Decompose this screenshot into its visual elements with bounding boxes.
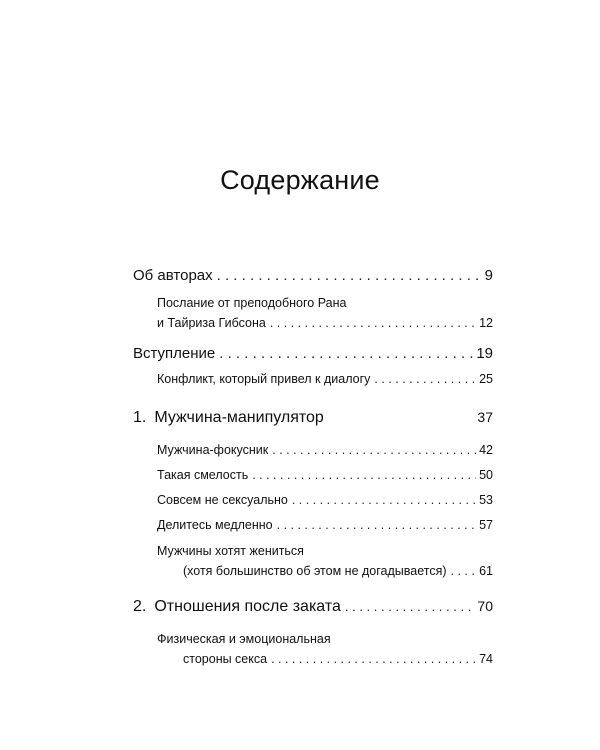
toc-page-number: 25: [479, 372, 493, 386]
toc-entry-share-slowly[interactable]: [133, 515, 493, 535]
toc-page-number: 50: [479, 468, 493, 482]
dot-leader: [277, 515, 476, 535]
dot-leader: [270, 313, 476, 333]
toc-entry-title: Вступление: [133, 345, 216, 362]
toc-entry-title-line1: Мужчины хотят жениться: [157, 544, 304, 558]
dot-leader: [217, 266, 482, 286]
toc-entry-magician[interactable]: [133, 440, 493, 460]
dot-leader: [219, 344, 473, 364]
toc-page-number: 70: [477, 598, 493, 614]
toc-entry-men-marry[interactable]: [133, 541, 493, 581]
chapter-number: 2.: [133, 598, 147, 615]
toc-entry-title-line2: стороны секса: [183, 652, 268, 666]
dot-leader: [271, 649, 476, 669]
toc-entry-message[interactable]: [133, 293, 493, 333]
toc-entry-intro[interactable]: [133, 344, 493, 364]
toc-page-number: 12: [479, 316, 493, 330]
dot-leader: [292, 490, 476, 510]
toc-page-number: 42: [479, 443, 493, 457]
dot-leader: [272, 440, 476, 460]
toc-page-number: 19: [476, 345, 493, 362]
page-title: Содержание: [220, 165, 380, 196]
toc-entry-title: Об авторах: [133, 267, 213, 284]
toc-page-number: 74: [479, 652, 493, 666]
toc-entry-title-line2: и Тайриза Гибсона: [157, 316, 266, 330]
toc-entry-title: Конфликт, который привел к диалогу: [157, 372, 371, 386]
dot-leader: [252, 465, 476, 485]
toc-entry-chapter-1[interactable]: [133, 406, 493, 429]
toc-entry-chapter-2[interactable]: [133, 595, 493, 618]
toc-entry-title-line2: (хотя большинство об этом не догадывается): [183, 564, 447, 578]
toc-page-number: 61: [479, 564, 493, 578]
chapter-title: Мужчина-манипулятор: [154, 409, 324, 426]
dot-leader: [451, 561, 477, 581]
toc-entry-title: Делитесь медленно: [157, 518, 273, 532]
toc-entry-conflict[interactable]: [133, 369, 493, 389]
chapter-number: 1.: [133, 409, 147, 426]
toc-entry-title: Мужчина-фокусник: [157, 443, 269, 457]
dot-leader: [345, 596, 475, 618]
toc-entry-about-authors[interactable]: [133, 266, 493, 286]
dot-leader: [374, 369, 476, 389]
chapter-title: Отношения после заката: [154, 598, 341, 615]
toc-page-number: 37: [477, 409, 493, 425]
toc-entry-title: Совсем не сексуально: [157, 493, 288, 507]
toc-page-number: 57: [479, 518, 493, 532]
toc-page-number: 9: [484, 267, 493, 284]
toc-entry-courage[interactable]: [133, 465, 493, 485]
toc-entry-not-sexy[interactable]: [133, 490, 493, 510]
toc-entry-physical[interactable]: [133, 629, 493, 669]
toc-entry-title-line1: Послание от преподобного Рана: [157, 296, 347, 310]
toc-page-number: 53: [479, 493, 493, 507]
toc-entry-title-line1: Физическая и эмоциональная: [157, 632, 331, 646]
toc-entry-title: Такая смелость: [157, 468, 249, 482]
